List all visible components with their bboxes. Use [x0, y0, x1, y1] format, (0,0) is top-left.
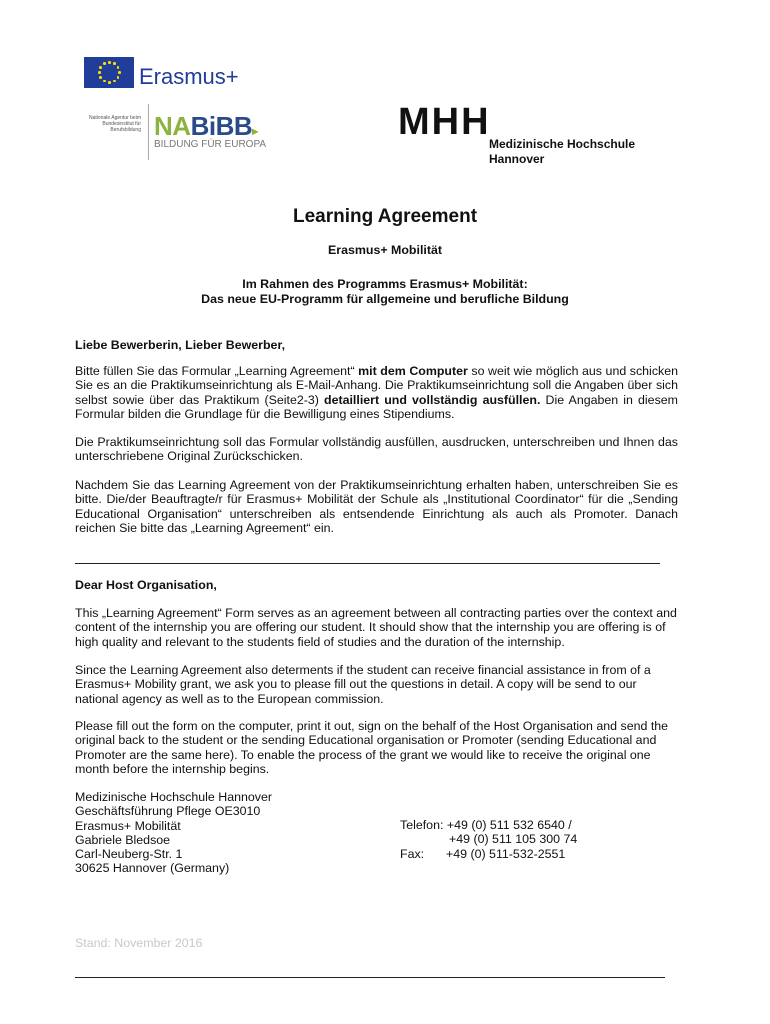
german-paragraph-1: Bitte füllen Sie das Formular „Learning Agreement“ mit dem Computer so weit wie möglich aus und schicken Sie es an die Praktikumseinrichtung als E-Mail-Anhang. Die Praktikumseinrichtung soll die Angaben über sich selbst sowie über das Praktikum (Seite2-3) detailliert und vollständig ausfüllen. Die Angaben in diesem Formular bilden die Grundlage für die Bewilligung eines Stipendiums.	[75, 364, 678, 421]
address-block: Medizinische Hochschule Hannover Geschäftsführung Pflege OE3010 Erasmus+ Mobilität Gabriele Bledsoe Carl-Neuberg-Str. 1 30625 Hannover (Germany)	[75, 790, 272, 876]
footer-line	[75, 977, 665, 978]
nabibb-logo: NABiBB▸	[154, 111, 258, 141]
german-salutation: Liebe Bewerberin, Lieber Bewerber,	[75, 338, 286, 352]
na-agency-text: Nationale Agentur beim Bundesinstitut für Berufsbildung	[89, 115, 141, 133]
english-paragraph-2: Since the Learning Agreement also determents if the student can receive financial assistance in from of a Erasmus+ Mobility grant, we ask you to please fill out the questions in detail. A copy will be send to our national agency as well as to the European commission.	[75, 663, 651, 706]
logo-divider	[148, 104, 149, 160]
document-subtitle: Erasmus+ Mobilität	[328, 243, 442, 257]
eu-star	[99, 76, 102, 79]
eu-star	[103, 62, 106, 65]
nabibb-tagline: BILDUNG FÜR EUROPA	[154, 139, 267, 150]
eu-star	[113, 80, 116, 83]
german-paragraph-3: Nachdem Sie das Learning Agreement von der Praktikumseinrichtung erhalten haben, unterschreiben Sie es bitte. Die/der Beauftragte/r für Erasmus+ Mobilität der Schule als „Institutional Coordinator“ für die „Sending Educational Organisation“ unterschreiben als entsendende Einrichtung als auch als Promoter. Danach reichen Sie bitte das „Learning Agreement“ ein.	[75, 478, 678, 535]
eu-star	[108, 81, 111, 84]
separator-line	[75, 563, 660, 564]
contact-block: Telefon: +49 (0) 511 532 6540 / +49 (0) 511 105 300 74 Fax: +49 (0) 511-532-2551	[400, 818, 578, 861]
program-heading: Im Rahmen des Programms Erasmus+ Mobilität: Das neue EU-Programm für allgemeine und berufliche Bildung	[201, 277, 569, 306]
document-title: Learning Agreement	[292, 206, 478, 227]
english-salutation: Dear Host Organisation,	[75, 578, 217, 592]
eu-star	[108, 61, 111, 64]
eu-star	[99, 66, 102, 69]
erasmus-logo-text: Erasmus+	[139, 64, 239, 89]
mhh-logo: MHH	[398, 101, 491, 143]
eu-star	[103, 80, 106, 83]
german-paragraph-2: Die Praktikumseinrichtung soll das Formular vollständig ausfüllen, ausdrucken, unterschreiben und Ihnen das unterschriebene Original Zurückschicken.	[75, 435, 678, 464]
eu-flag-logo	[84, 57, 134, 88]
eu-star	[117, 76, 120, 79]
eu-star	[98, 71, 101, 74]
footer-date: Stand: November 2016	[75, 936, 203, 950]
mhh-name: Medizinische Hochschule Hannover	[489, 137, 636, 166]
english-paragraph-3: Please fill out the form on the computer, print it out, sign on the behalf of the Host Organisation and send the original back to the student or the sending Educational organisation or Promoter (sending Educational and Promoter are the same here). To enable the process of the grant we would like to receive the original one month before the internship begins.	[75, 719, 669, 776]
eu-star	[118, 71, 121, 74]
english-paragraph-1: This „Learning Agreement“ Form serves as an agreement between all contracting parties over the context and content of the internship you are offering our student. It should show that the internship you are offering is of high quality and relevant to the students field of studies and the duration of the internship.	[75, 606, 677, 649]
eu-star	[117, 66, 120, 69]
eu-star	[113, 62, 116, 65]
